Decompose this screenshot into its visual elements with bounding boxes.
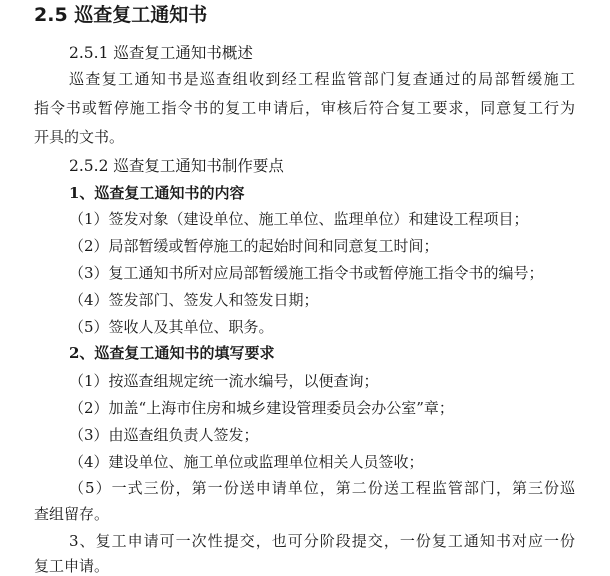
list-item: （4）签发部门、签发人和签发日期； <box>69 291 319 309</box>
list-item: （3）复工通知书所对应局部暂缓施工指令书或暂停施工指令书的编号； <box>69 264 544 282</box>
list-item: （5）签收人及其单位、职务。 <box>69 318 274 336</box>
list-item: （2）加盖“上海市住房和城乡建设管理委员会办公室”章； <box>69 399 454 417</box>
paragraph-line: 巡查复工通知书是巡查组收到经工程监管部门复查通过的局部暂缓施工 <box>69 70 575 88</box>
paragraph-line: 3、复工申请可一次性提交，也可分阶段提交，一份复工通知书对应一份 <box>69 532 575 550</box>
list-item-continuation: 查组留存。 <box>34 505 110 523</box>
list-item: （2）局部暂缓或暂停施工的起始时间和同意复工时间； <box>69 237 439 255</box>
list-item: （1）按巡查组规定统一流水编号，以便查询； <box>69 372 379 390</box>
list-item: （4）建设单位、施工单位或监理单位相关人员签收； <box>69 453 424 471</box>
fill-requirements-heading: 2、巡查复工通知书的填写要求 <box>69 344 275 362</box>
content-heading: 1、巡查复工通知书的内容 <box>69 184 245 202</box>
subsection-heading-overview: 2.5.1 巡查复工通知书概述 <box>69 44 253 62</box>
list-item: （5）一式三份，第一份送申请单位，第二份送工程监管部门，第三份巡 <box>69 479 575 497</box>
list-item: （1）签发对象（建设单位、施工单位、监理单位）和建设工程项目； <box>69 210 529 228</box>
paragraph-line: 指令书或暂停施工指令书的复工申请后，审核后符合复工要求，同意复工行为 <box>34 99 575 117</box>
paragraph-line: 开具的文书。 <box>34 128 125 146</box>
paragraph-line: 复工申请。 <box>34 557 110 575</box>
section-title: 2.5 巡查复工通知书 <box>34 4 208 26</box>
list-item: （3）由巡查组负责人签发； <box>69 426 259 444</box>
subsection-heading-key-points: 2.5.2 巡查复工通知书制作要点 <box>69 157 284 175</box>
